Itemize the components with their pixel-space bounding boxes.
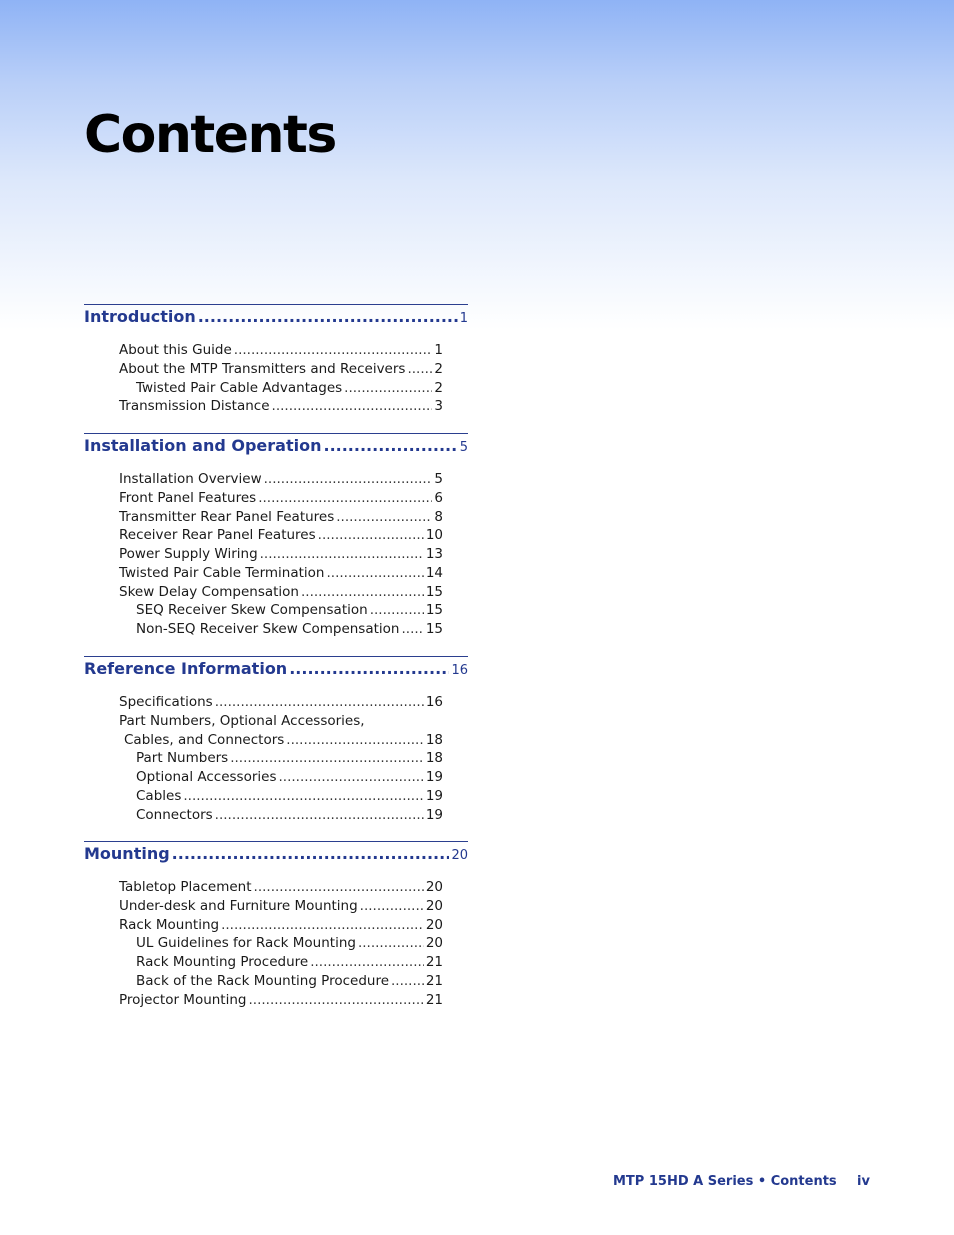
toc-entry[interactable] (84, 527, 443, 546)
toc-entry-page-number: 6 (434, 489, 443, 506)
toc-entry-label: SEQ Receiver Skew Compensation (136, 602, 368, 619)
toc-entry-page-number: 20 (425, 935, 443, 952)
toc-entry-list (84, 879, 468, 1010)
toc-section (84, 304, 468, 417)
dot-leader (172, 844, 450, 863)
toc-entry-label: Part Numbers (136, 750, 229, 767)
dot-leader (183, 788, 423, 804)
toc-entry-page-number: 19 (425, 806, 443, 823)
toc-section-heading[interactable] (84, 307, 468, 329)
toc-entry[interactable] (84, 546, 443, 565)
dot-leader (289, 659, 449, 678)
page-title: Contents (84, 105, 336, 165)
toc-entry-label: Transmission Distance (119, 398, 270, 415)
toc-entry-label: Cables (136, 787, 182, 804)
toc-entry-page-number: 2 (434, 360, 443, 377)
toc-entry[interactable] (84, 398, 443, 417)
toc-entry-label: Specifications (119, 694, 213, 710)
toc-section (84, 433, 468, 640)
toc-entry[interactable] (84, 713, 443, 732)
toc-section-heading[interactable] (84, 436, 468, 458)
toc-section-heading[interactable] (84, 659, 468, 681)
toc-entry-page-number: 18 (425, 750, 443, 767)
dot-leader (310, 954, 424, 970)
dot-leader (215, 694, 424, 710)
toc-entry-page-number: 15 (425, 583, 443, 600)
toc-section (84, 841, 468, 1010)
section-heading-label: Installation and Operation (84, 436, 322, 455)
toc-entry[interactable] (84, 732, 443, 751)
dot-leader (301, 584, 424, 600)
dot-leader (230, 750, 424, 766)
toc-entry-page-number: 20 (425, 916, 443, 933)
footer-page-number: iv (857, 1174, 870, 1189)
dot-leader (221, 917, 424, 933)
toc-entry-label: Optional Accessories (136, 769, 277, 785)
toc-entry-label: Back of the Rack Mounting Procedure (136, 972, 390, 989)
section-divider (84, 656, 468, 657)
dot-leader (215, 807, 424, 823)
toc-entry[interactable] (84, 490, 443, 509)
toc-entry[interactable] (84, 584, 443, 603)
toc-entry-page-number: 21 (425, 991, 443, 1008)
toc-entry-page-number: 2 (434, 379, 443, 396)
toc-entry[interactable] (84, 898, 443, 917)
toc-entry-label: Twisted Pair Cable Termination (119, 564, 325, 581)
toc-entry-page-number: 5 (434, 471, 443, 487)
toc-entry-page-number: 15 (425, 602, 443, 619)
toc-entry-label: Skew Delay Compensation (119, 583, 299, 600)
dot-leader (264, 471, 433, 487)
dot-leader (198, 307, 458, 326)
section-heading-label: Mounting (84, 844, 170, 863)
toc-entry-page-number: 21 (425, 954, 443, 970)
toc-entry-label: Installation Overview (119, 471, 262, 487)
toc-entry-page-number: 20 (425, 897, 443, 914)
toc-entry[interactable] (84, 769, 443, 788)
dot-leader (258, 490, 432, 506)
dot-leader (278, 769, 423, 785)
toc-entry-page-number: 15 (425, 621, 443, 637)
dot-leader (401, 621, 423, 637)
toc-entry-label: About this Guide (119, 342, 232, 358)
toc-entry[interactable] (84, 361, 443, 380)
dot-leader (323, 436, 457, 455)
toc-section (84, 656, 468, 825)
dot-leader (391, 973, 424, 989)
section-heading-label: Introduction (84, 307, 196, 326)
dot-leader (336, 509, 432, 525)
section-divider (84, 304, 468, 305)
toc-entry-label: Front Panel Features (119, 489, 257, 506)
toc-entry[interactable] (84, 973, 443, 992)
dot-leader (254, 879, 424, 895)
toc-entry-page-number: 18 (425, 731, 443, 748)
section-divider (84, 841, 468, 842)
toc-entry-label: Power Supply Wiring (119, 546, 258, 562)
toc-entry-page-number: 3 (434, 398, 443, 415)
toc-entry[interactable] (84, 992, 443, 1011)
toc-entry[interactable] (84, 621, 443, 640)
toc-entry-page-number: 21 (425, 972, 443, 989)
dot-leader (344, 380, 432, 396)
toc-entry[interactable] (84, 954, 443, 973)
toc-entry-label: Connectors (136, 806, 213, 823)
toc-entry-page-number: 8 (434, 508, 443, 525)
section-divider (84, 433, 468, 434)
section-page-number: 20 (451, 848, 468, 863)
dot-leader (234, 342, 433, 358)
section-heading-label: Reference Information (84, 659, 288, 678)
toc-entry[interactable] (84, 788, 443, 807)
dot-leader (248, 992, 423, 1008)
toc-entry-list (84, 471, 468, 640)
toc-entry-label: Part Numbers, Optional Accessories, (119, 712, 365, 729)
toc-entry[interactable] (84, 694, 443, 713)
toc-entry-label: Under-desk and Furniture Mounting (119, 897, 358, 914)
toc-entry-label: Non-SEQ Receiver Skew Compensation (136, 621, 400, 637)
toc-entry[interactable] (84, 750, 443, 769)
dot-leader (358, 935, 424, 951)
dot-leader (286, 732, 424, 748)
toc-entry[interactable] (84, 602, 443, 621)
toc-section-heading[interactable] (84, 844, 468, 866)
section-page-number: 5 (459, 440, 468, 455)
toc-entry[interactable] (84, 807, 443, 826)
toc-entry-label: Receiver Rear Panel Features (119, 527, 316, 544)
toc-entry[interactable] (84, 565, 443, 584)
toc-entry[interactable] (84, 879, 443, 898)
section-page-number: 1 (459, 311, 468, 326)
toc-entry[interactable] (84, 935, 443, 954)
toc-entry-page-number: 20 (425, 879, 443, 895)
toc-entry-page-number: 19 (425, 769, 443, 785)
toc-entry-label: Transmitter Rear Panel Features (119, 508, 335, 525)
toc-entry-label: About the MTP Transmitters and Receivers (119, 360, 406, 377)
toc-entry-label: Tabletop Placement (119, 879, 252, 895)
section-page-number: 16 (451, 663, 468, 678)
footer-text: MTP 15HD A Series • Contents (613, 1174, 837, 1189)
toc-entry-label: Twisted Pair Cable Advantages (136, 379, 343, 396)
dot-leader (326, 565, 423, 581)
toc-entry[interactable] (84, 342, 443, 361)
toc-entry-list (84, 342, 468, 417)
toc-entry-label: Rack Mounting Procedure (136, 954, 309, 970)
toc-entry-label: Projector Mounting (119, 991, 247, 1008)
dot-leader (407, 361, 432, 377)
toc-entry-page-number: 14 (425, 564, 443, 581)
dot-leader (272, 398, 433, 414)
toc-entry-page-number: 16 (425, 694, 443, 710)
toc-entry-page-number: 19 (425, 787, 443, 804)
dot-leader (318, 527, 424, 543)
toc-entry-label: Rack Mounting (119, 916, 220, 933)
toc-entry-label: Cables, and Connectors (124, 731, 285, 748)
toc-entry-list (84, 694, 468, 825)
toc-entry-label: UL Guidelines for Rack Mounting (136, 935, 356, 952)
dot-leader (260, 546, 424, 562)
dot-leader (370, 602, 424, 618)
dot-leader (360, 898, 424, 914)
toc-entry[interactable] (84, 917, 443, 936)
toc-entry-page-number: 13 (425, 546, 443, 562)
toc-entry[interactable] (84, 509, 443, 528)
toc-entry-page-number: 10 (425, 527, 443, 544)
toc-entry[interactable] (84, 471, 443, 490)
toc-entry-page-number: 1 (434, 342, 443, 358)
toc-entry[interactable] (84, 380, 443, 399)
